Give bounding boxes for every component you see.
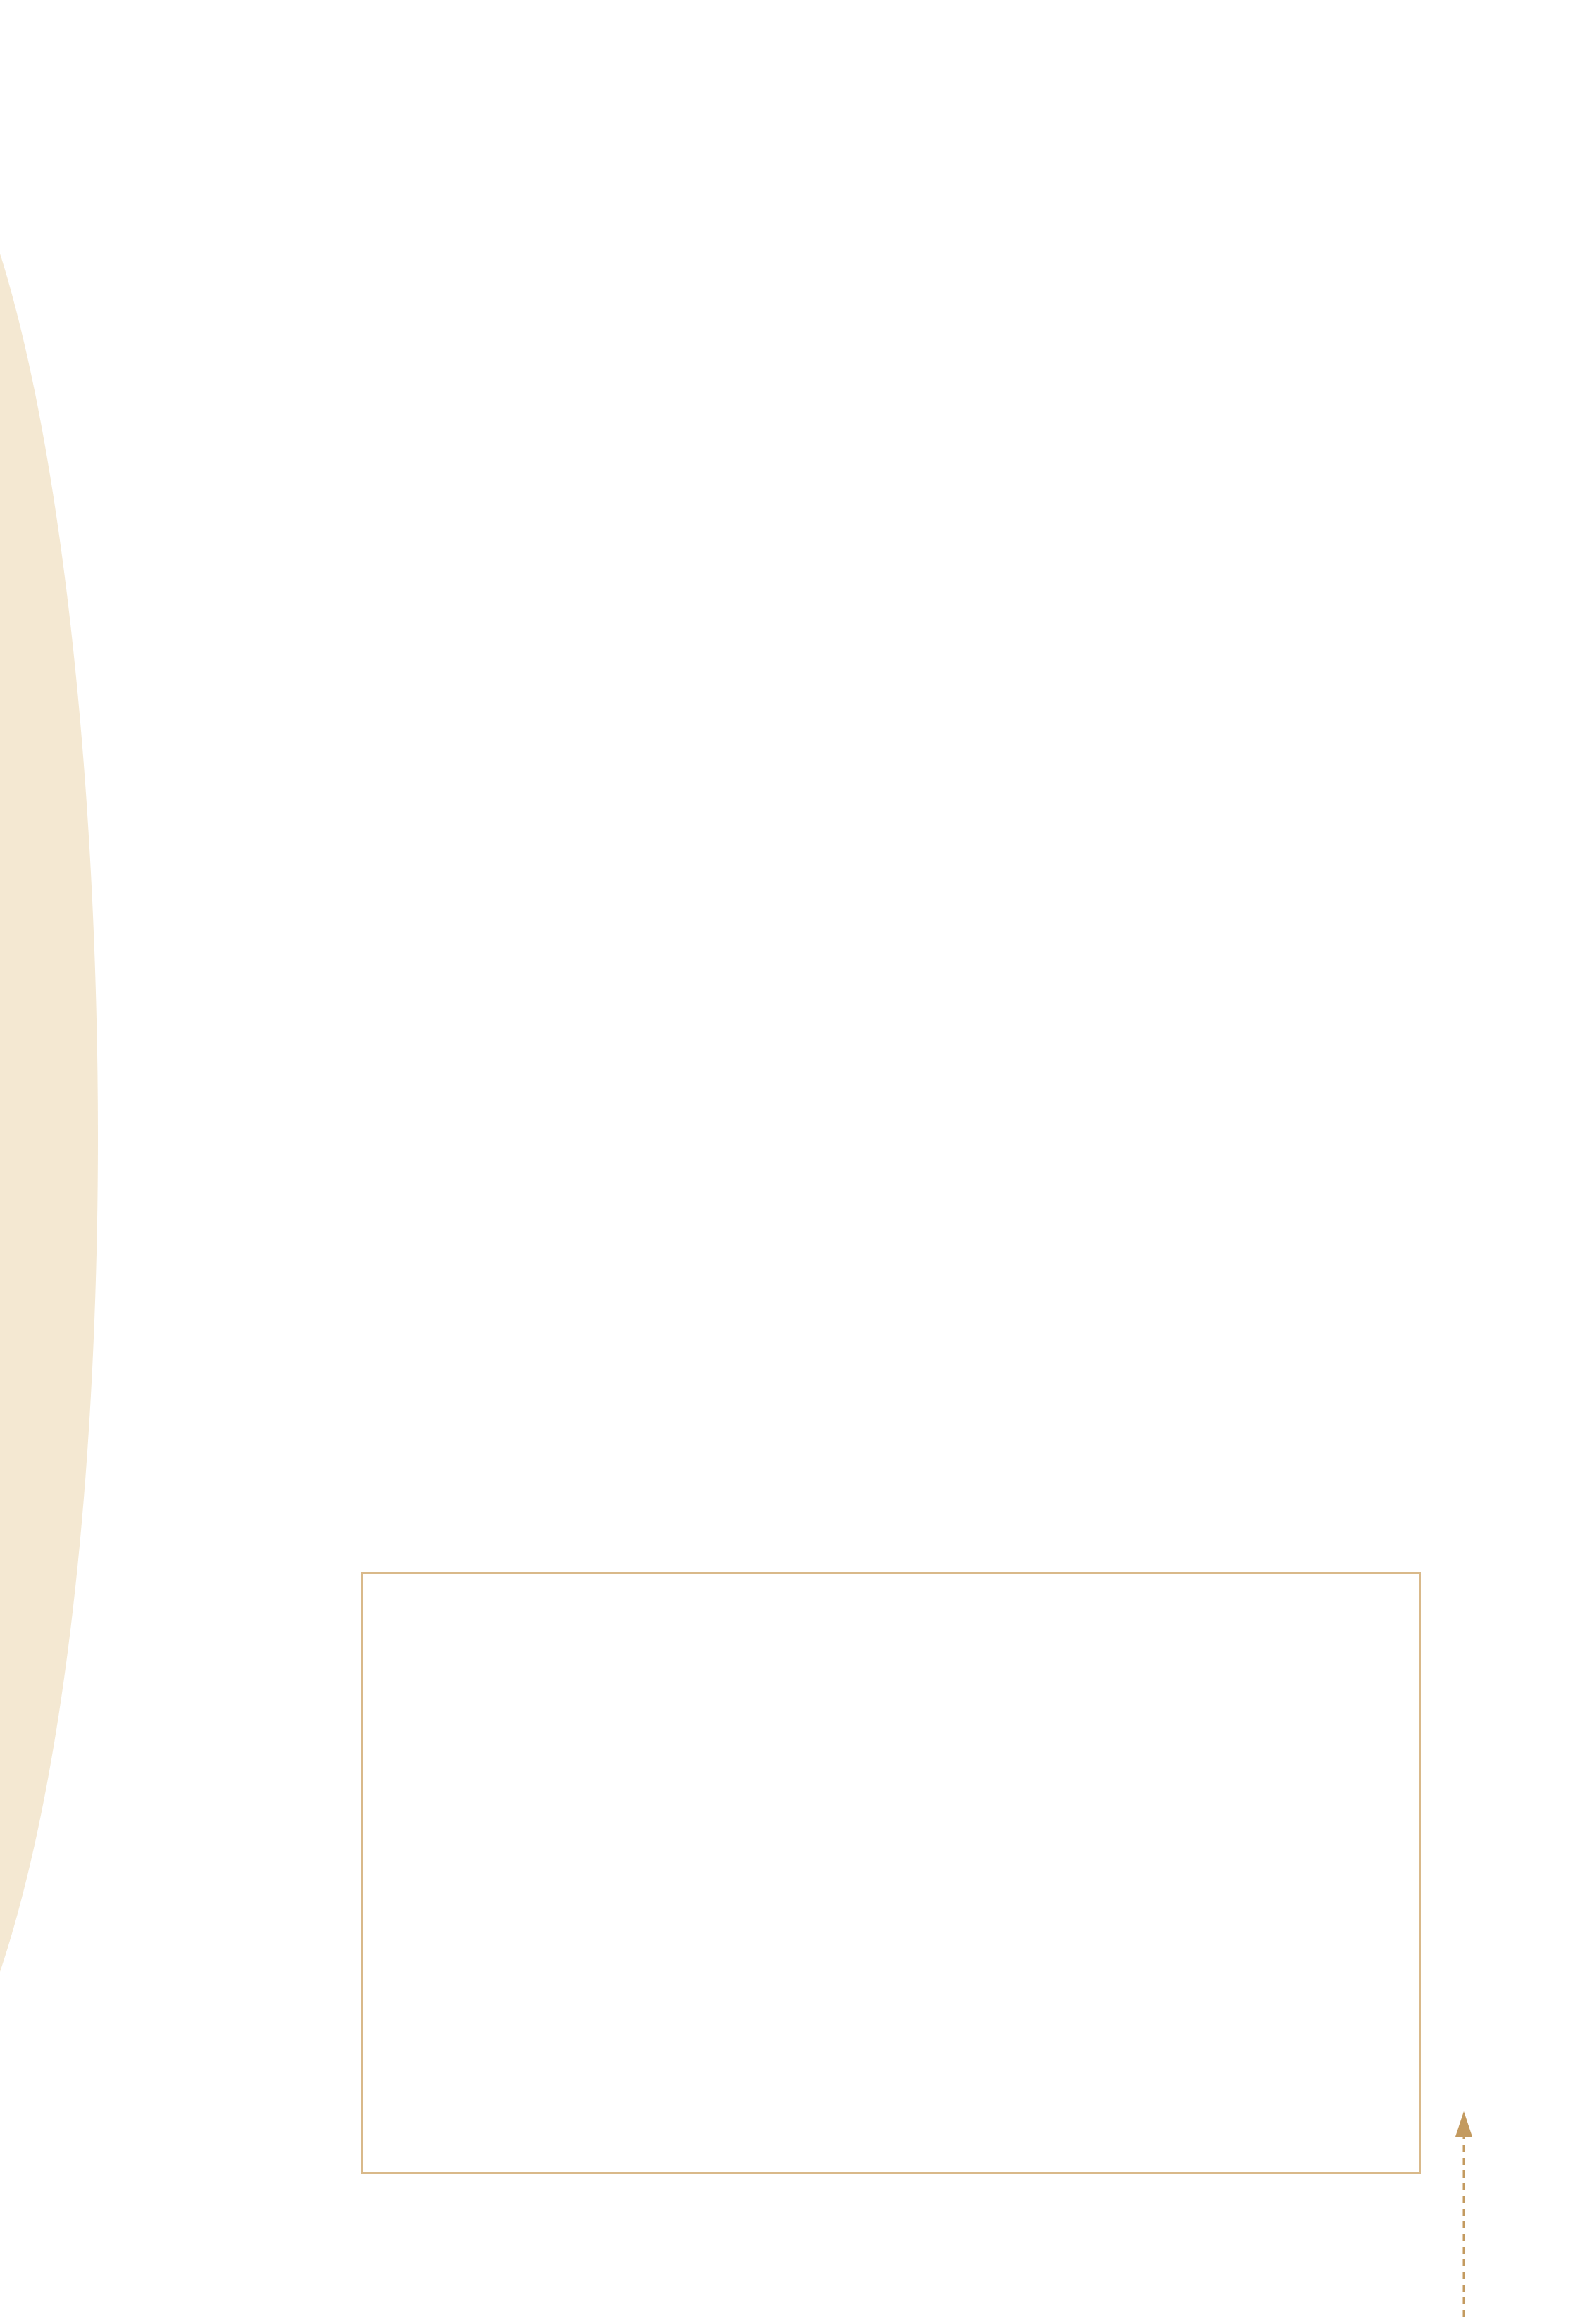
legend-swatch — [638, 1358, 674, 1385]
legend-item — [638, 1276, 1553, 1306]
legend-swatch — [638, 1082, 674, 1108]
legend-item — [638, 1237, 1553, 1266]
legend-swatch — [638, 1042, 674, 1069]
legend-item — [638, 1000, 1553, 1030]
legend-item — [638, 1394, 1553, 1424]
footnotes-box — [361, 1572, 1421, 2174]
legend-swatch — [638, 1121, 674, 1148]
legend-item — [638, 1355, 1553, 1385]
legend-item — [638, 1118, 1553, 1148]
legend-swatch — [638, 1003, 674, 1030]
legend-item — [638, 1158, 1553, 1187]
legend-item — [638, 1434, 1553, 1463]
legend-swatch — [638, 1161, 674, 1187]
legend-item — [638, 1079, 1553, 1108]
legend-swatch — [638, 1279, 674, 1306]
legend-item — [638, 1197, 1553, 1227]
legend-swatch — [638, 1200, 674, 1227]
chart-legend — [638, 1000, 1553, 1473]
legend-swatch — [638, 1239, 674, 1266]
legend-item — [638, 1316, 1553, 1345]
legend-item — [638, 1039, 1553, 1069]
legend-swatch — [638, 1397, 674, 1424]
legend-swatch — [638, 1318, 674, 1345]
legend-swatch — [638, 1437, 674, 1463]
